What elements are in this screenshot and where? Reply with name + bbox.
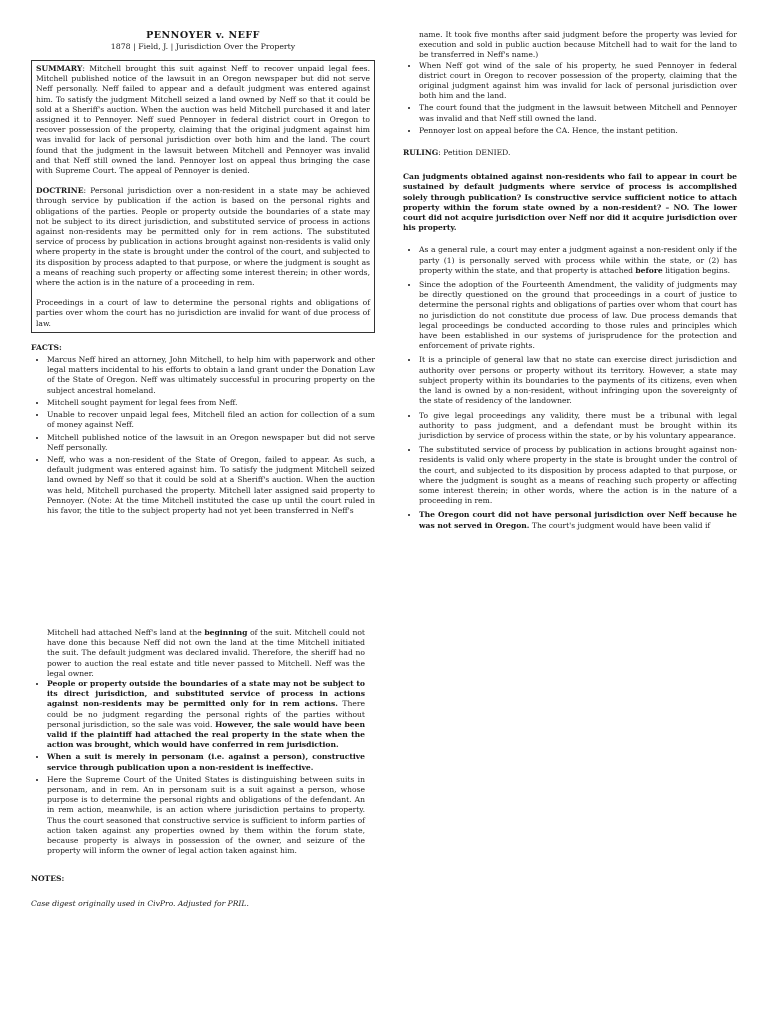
summary-label: SUMMARY (36, 64, 83, 73)
facts-list-continued (403, 61, 737, 136)
right-column (403, 30, 737, 535)
list-item (419, 245, 737, 276)
ruling-points-list (403, 245, 737, 530)
point-bold: before (635, 265, 663, 275)
ruling-label: RULING (403, 148, 439, 158)
list-item (47, 679, 365, 750)
continuation-text: of the suit. Mitchell could not have done this because Neff did not own the land at the time Mitchell initiated the suit. The default judgment was declared invalid. Therefore, the sheriff had no power to auction the real estate and title never passed to Mitchell. Neff was the legal owner. (47, 628, 365, 678)
notes-heading: NOTES: (31, 874, 65, 884)
left-column (31, 30, 375, 518)
point-bold: People or property outside the boundaries of a state may not be subject to its direct jurisdiction, and substituted service of process in actions against non-residents may be permitted only for in rem actions. (47, 679, 365, 709)
list-item (419, 445, 737, 506)
lower-points-list (31, 679, 365, 856)
list-item (419, 411, 737, 442)
facts-continuation: name. It took five months after said judgment before the property was levied for execution and sold in public auction because Mitchell had to wait for the land to be transferred in Neff's name.) (419, 30, 737, 60)
point-text: There could be no judgment regarding the personal rights of the parties without personal jurisdiction, so the sale was void. (47, 699, 365, 729)
facts-heading: FACTS: (31, 342, 62, 352)
facts-label: FACTS (31, 342, 60, 352)
lower-column (31, 628, 365, 909)
ruling-continuation (31, 628, 365, 679)
doctrine-paragraph-2: Proceedings in a court of law to determine the personal rights and obligations of parties over whom the court has no jurisdiction are invalid for want of due process of law. (36, 298, 370, 328)
list-item: • Unable to recover unpaid legal fees, Mitchell filed an action for collection of a sum of money against Neff. (47, 410, 375, 430)
list-item: • Neff, who was a non-resident of the State of Oregon, failed to appear. As such, a default judgment was entered against him. To satisfy the judgment Mitchell seized land owned by Neff so that it could be sold at a Sheriff's auction. When the auction was held, Mitchell purchased the property. Mitchell later assigned said property to Pennoyer. (Note: At the time Mitchell instituted the case up until the court ruled in his favor, the title to the subject property had not yet been transferred in Neff's (47, 455, 375, 516)
list-item: • The court found that the judgment in the lawsuit between Mitchell and Pennoyer was invalid and that Neff still owned the land. (419, 103, 737, 123)
list-item (419, 510, 737, 530)
case-title: PENNOYER v. NEFF (146, 30, 260, 41)
list-item: • When Neff got wind of the sale of his property, he sued Pennoyer in federal district court in Oregon to recover possession of the property, claiming that the original judgment against him was invalid for lack of personal jurisdiction over both him and the land. (419, 61, 737, 102)
continuation-bold: beginning (204, 628, 248, 637)
list-item: • Marcus Neff hired an attorney, John Mitchell, to help him with paperwork and other legal matters incidental to his efforts to obtain a land grant under the Donation Law of the State of Oregon. Neff was ultimately successful in procuring property on the subject ancestral homeland. (47, 355, 375, 396)
notes-text: Case digest originally used in CivPro. Adjusted for PRIL. (31, 898, 249, 908)
ruling-text: : Petition DENIED. (438, 148, 511, 158)
point-text: The substituted service of process by publication in actions brought against non-residents is valid only where property in the state is brought under the control of the court, and subjected to its disposition by process adapted to that purpose, or where the judgment is sought as a means of reaching such property or affecting some interest therein; in other words, where the action is in the nature of a proceeding in rem. (419, 445, 737, 506)
issue-statement: Can judgments obtained against non-residents who fail to appear in court be sustained by default judgments where service of process is accomplished solely through publication? Is constructive service sufficient notice to attach property within the forum state owned by a non-resident? – NO. The lower court did not acquire jurisdiction over Neff nor did it acquire jurisdiction over his property. (403, 172, 737, 233)
case-subtitle: 1878 | Field, J. | Jurisdiction Over the Property (110, 42, 296, 51)
point-text: Here the Supreme Court of the United States is distinguishing between suits in personam, and in rem. An in personam suit is a suit against a person, whose purpose is to determine the personal rights and obligations of the defendant. An in rem action, meanwhile, is an action where jurisdiction pertains to property. Thus the court seasoned that constructive service is sufficient to inform parties of action taken against any properties owned by them within the forum state, because property is always in possession of the owner, and seizure of the property will inform the owner of legal action taken against him. (47, 774, 365, 856)
summary-paragraph (36, 64, 370, 176)
list-item: • Pennoyer lost on appeal before the CA. Hence, the instant petition. (419, 126, 737, 136)
doctrine-paragraph (36, 186, 370, 288)
doctrine-label: DOCTRINE (36, 186, 84, 196)
point-text: litigation begins. (662, 265, 731, 275)
ruling-line (403, 148, 737, 158)
doctrine-text: : Personal jurisdiction over a non-resident in a state may be achieved through service by publication if the action is based on the personal rights and obligations of the parties. People or property outside the boundaries of a state may not be subject to its direct jurisdiction, and substituted service of process in actions against non-residents may be permitted only for in rem actions. The substituted service of process by publication in actions brought against non-residents is valid only where property in the state is brought under the control of the court, and subjected to its disposition by process adapted to that purpose, or where the judgment is sought as a means of reaching such property or affecting some interest therein; in other words, where the action is in the nature of a proceeding in rem. (36, 186, 370, 288)
summary-doctrine-box (31, 60, 375, 333)
facts-list (31, 355, 375, 516)
list-item (419, 280, 737, 351)
point-text: It is a principle of general law that no state can exercise direct jurisdiction and authority over persons or property without its territory. However, a state may subject property within its boundaries to the payments of its citizens, even when the land is owned by a non-resident, without infringing upon the sovereignty of the state of residency of the landowner. (419, 355, 737, 406)
list-item: • Mitchell published notice of the lawsuit in an Oregon newspaper but did not serve Neff personally. (47, 433, 375, 453)
point-text: As a general rule, a court may enter a judgment against a non-resident only if the party (1) is personally served with process while within the state, or (2) has property within the state, and that property is attached (419, 245, 737, 275)
continuation-text: Mitchell had attached Neff's land at the (47, 628, 205, 637)
point-bold: When a suit is merely in personam (i.e. against a person), constructive service through publication upon a non-resident is ineffective. (47, 752, 365, 772)
list-item (47, 775, 365, 857)
point-bold: The Oregon court did not have personal jurisdiction over Neff because he was not served in Oregon. (419, 510, 737, 530)
list-item (419, 355, 737, 406)
point-text: The court's judgment would have been valid if (529, 520, 711, 530)
point-text: To give legal proceedings any validity, there must be a tribunal with legal authority to pass judgment, and a defendant must be brought within its jurisdiction by service of process within the state, or by his voluntary appearance. (419, 410, 737, 440)
point-bold: However, the sale would have been valid if the plaintiff had attached the real property in the state when the action was brought, which would have conferred in rem jurisdiction. (47, 719, 365, 750)
list-item: • Mitchell sought payment for legal fees from Neff. (47, 398, 375, 408)
point-text: Since the adoption of the Fourteenth Amendment, the validity of judgments may be directly questioned on the ground that proceedings in a court of justice to determine the personal rights and obligations of parties over whom that court has no jurisdiction do not constitute due process of law. Due process demands that legal proceedings be conducted according to those rules and principles which have been established in our systems of jurisprudence for the protection and enforcement of private rights. (419, 280, 737, 351)
summary-text: : Mitchell brought this suit against Neff to recover unpaid legal fees. Mitchell published notice of the lawsuit in an Oregon newspaper but did not serve Neff personally. Neff failed to appear and a default judgment was entered against him. To satisfy the judgment Mitchell seized a land owned by Neff so that it could be sold at a Sheriff's auction. When the auction was held Mitchell purchased it and later assigned it to Pennoyer. Neff sued Pennoyer in federal district court in Oregon to recover possession of the property, claiming that the original judgment against him was invalid for lack of personal jurisdiction over both him and the land. The court found that the judgment in the lawsuit between Mitchell and Pennoyer was invalid and that Neff still owned the land. Pennoyer lost on appeal thus bringing the case with Supreme Court. The appeal of Pennoyer is denied. (36, 64, 370, 176)
case-header (31, 30, 375, 52)
list-item (47, 752, 365, 772)
